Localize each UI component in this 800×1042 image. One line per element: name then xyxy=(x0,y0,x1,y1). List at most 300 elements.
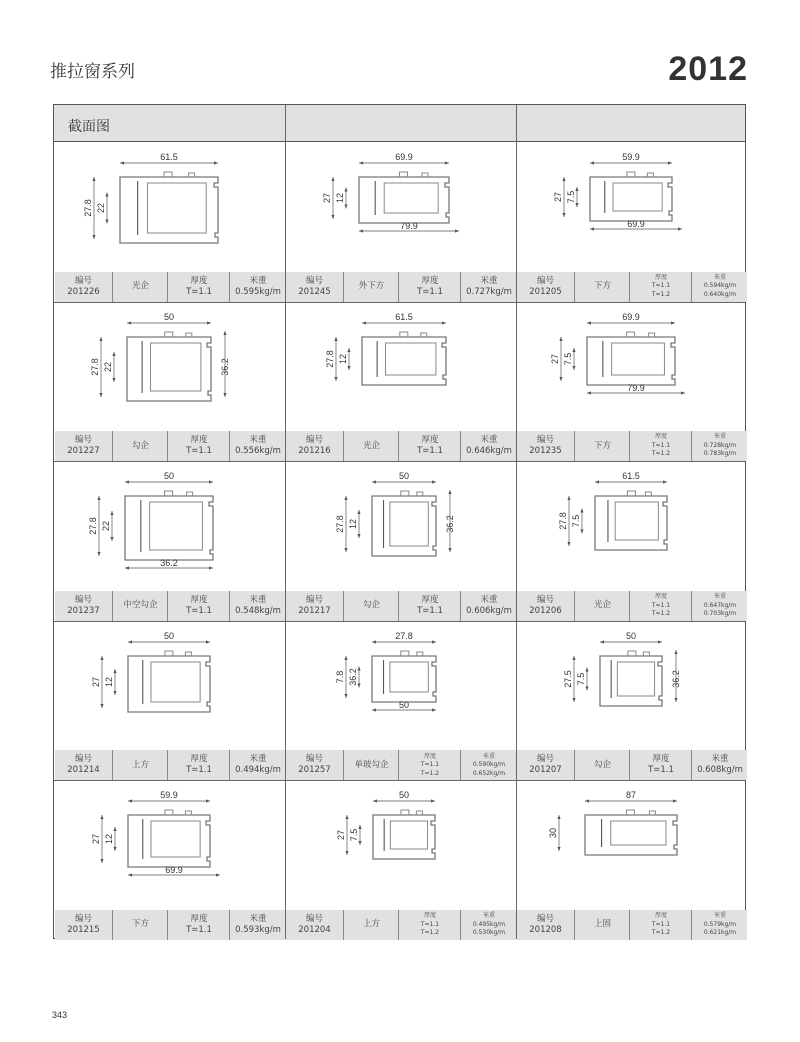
spec-text: T=1.2 xyxy=(651,290,671,298)
code-cell xyxy=(286,272,343,302)
spec-text: 0.495kg/m xyxy=(472,920,506,928)
dimension-label: 61.5 xyxy=(160,152,178,162)
name-cell xyxy=(112,910,168,940)
spec-row xyxy=(286,431,516,461)
code-cell xyxy=(517,431,574,461)
spec-text: 编号 xyxy=(536,754,554,765)
name-cell xyxy=(574,750,630,780)
thickness-cell xyxy=(629,591,692,621)
spec-text: 光企 xyxy=(362,440,380,451)
spec-text: 0.608kg/m xyxy=(697,765,743,776)
profile-cell xyxy=(286,621,516,781)
profile-clip xyxy=(400,172,429,177)
profile-cell xyxy=(517,302,747,462)
spec-text: T=1.2 xyxy=(420,769,440,777)
dimension-label: 27.8 xyxy=(88,517,98,535)
profile-chamber xyxy=(390,662,428,692)
thickness-cell xyxy=(629,910,692,940)
spec-text: 厚度 xyxy=(654,273,667,281)
spec-text: 201226 xyxy=(67,286,100,297)
spec-text: 编号 xyxy=(74,594,92,605)
spec-text: 米重 xyxy=(482,912,495,920)
code-cell xyxy=(286,431,343,461)
weight-cell xyxy=(691,591,748,621)
profile-cell xyxy=(55,142,285,302)
profile-outline xyxy=(590,177,672,221)
thickness-cell xyxy=(167,272,230,302)
spec-text: 厚度 xyxy=(654,912,667,920)
dimension-label: 27 xyxy=(336,830,346,841)
name-cell xyxy=(112,591,168,621)
spec-row xyxy=(517,272,747,302)
spec-text: 米重 xyxy=(249,913,267,924)
spec-text: 编号 xyxy=(536,594,554,605)
spec-text: 201245 xyxy=(298,286,331,297)
spec-text: 厚度 xyxy=(654,433,667,441)
spec-text: 0.783kg/m xyxy=(703,450,737,458)
profile-outline xyxy=(128,656,210,712)
spec-text: 厚度 xyxy=(190,275,208,286)
dimension-label: 12 xyxy=(104,676,114,687)
name-cell xyxy=(574,910,630,940)
spec-text: 0.590kg/m xyxy=(472,761,506,769)
dimension-label: 50 xyxy=(398,699,410,710)
profile-outline xyxy=(373,815,435,859)
dimension-label: 50 xyxy=(398,790,410,801)
name-cell xyxy=(343,272,399,302)
spec-text: 米重 xyxy=(482,752,495,760)
profile-cross-section xyxy=(55,142,285,272)
profile-cell xyxy=(286,780,516,940)
code-cell xyxy=(55,591,112,621)
thickness-cell xyxy=(398,910,461,940)
spec-text: 厚度 xyxy=(421,275,439,286)
spec-text: 编号 xyxy=(305,435,323,446)
profile-outline xyxy=(372,496,436,556)
spec-text: 0.727kg/m xyxy=(466,286,512,297)
weight-cell xyxy=(460,272,517,302)
dimension-label: 69.9 xyxy=(165,865,183,876)
profile-clip xyxy=(627,491,651,496)
weight-cell xyxy=(229,750,286,780)
page-number: 343 xyxy=(52,1010,68,1020)
spec-text: 0.652kg/m xyxy=(472,769,506,777)
dimension-label: 7.5 xyxy=(576,672,586,686)
code-cell xyxy=(517,910,574,940)
thickness-cell xyxy=(398,272,461,302)
spec-text: 0.640kg/m xyxy=(703,290,737,298)
profile-clip xyxy=(401,491,423,496)
spec-text: 勾企 xyxy=(362,600,380,611)
spec-text: 201206 xyxy=(529,605,562,616)
dimension-label: 7.5 xyxy=(571,514,581,528)
profile-chamber xyxy=(150,502,203,550)
spec-text: T=1.2 xyxy=(651,610,671,618)
profile-cell xyxy=(286,302,516,462)
spec-text: T=1.2 xyxy=(420,929,440,937)
spec-text: 0.647kg/m xyxy=(703,601,737,609)
spec-text: T=1.1 xyxy=(186,286,212,297)
spec-text: 编号 xyxy=(74,754,92,765)
dimension-label: 69.9 xyxy=(395,152,413,162)
profile-drawing xyxy=(550,312,685,395)
series-code: 2012 xyxy=(668,50,748,88)
spec-text: 201216 xyxy=(298,446,331,457)
spec-text: 厚度 xyxy=(190,754,208,765)
profile-drawing xyxy=(90,312,230,401)
profile-drawing xyxy=(335,471,455,556)
profile-clip xyxy=(627,172,654,177)
weight-cell xyxy=(691,750,748,780)
profile-drawing xyxy=(91,631,210,712)
weight-cell xyxy=(229,431,286,461)
dimension-label: 50 xyxy=(163,471,175,482)
spec-text: 米重 xyxy=(480,594,498,605)
profile-clip xyxy=(165,651,192,656)
name-cell xyxy=(343,750,399,780)
thickness-cell xyxy=(398,431,461,461)
profile-outline xyxy=(595,496,667,550)
dimension-label: 27.8 xyxy=(325,349,335,368)
dimension-label: 69.9 xyxy=(627,219,645,229)
weight-cell xyxy=(460,750,517,780)
profile-chamber xyxy=(611,821,666,845)
profile-drawing xyxy=(91,790,220,877)
spec-text: 厚度 xyxy=(190,594,208,605)
spec-text: 0.556kg/m xyxy=(235,446,281,457)
spec-text: 编号 xyxy=(305,754,323,765)
spec-text: 厚度 xyxy=(423,752,436,760)
profile-drawing xyxy=(553,152,682,231)
profile-chamber xyxy=(390,502,428,546)
spec-text: T=1.1 xyxy=(651,441,671,449)
spec-text: 201227 xyxy=(67,446,100,457)
dimension-label: 7.8 xyxy=(335,670,345,684)
code-cell xyxy=(286,910,343,940)
profile-cross-section xyxy=(517,302,747,432)
spec-text: 下方 xyxy=(593,440,611,451)
name-cell xyxy=(343,591,399,621)
dimension-label: 22 xyxy=(101,521,111,532)
dimension-label: 12 xyxy=(348,519,358,530)
dimension-label: 27.8 xyxy=(83,199,93,217)
spec-row xyxy=(286,591,516,621)
profile-cross-section xyxy=(517,621,747,751)
code-cell xyxy=(55,431,112,461)
spec-text: 米重 xyxy=(249,754,267,765)
spec-text: 米重 xyxy=(711,754,729,765)
spec-text: T=1.1 xyxy=(651,601,671,609)
section-header xyxy=(54,105,745,142)
spec-text: T=1.1 xyxy=(651,920,671,928)
profile-cross-section xyxy=(55,780,285,910)
dimension-label: 12 xyxy=(335,192,345,204)
profile-chamber xyxy=(612,343,665,375)
section-label: 截面图 xyxy=(68,119,110,135)
spec-text: T=1.1 xyxy=(186,605,212,616)
profile-outline xyxy=(372,656,436,702)
profile-cross-section xyxy=(55,461,285,591)
spec-text: 光企 xyxy=(131,281,149,292)
spec-text: 编号 xyxy=(305,594,323,605)
profile-clip xyxy=(165,332,192,337)
spec-text: 0.494kg/m xyxy=(235,765,281,776)
spec-text: 编号 xyxy=(536,913,554,924)
profile-drawing xyxy=(335,631,436,712)
spec-text: 201217 xyxy=(298,605,331,616)
spec-text: 201237 xyxy=(67,605,100,616)
dimension-label: 27 xyxy=(553,191,563,203)
spec-text: T=1.1 xyxy=(417,446,443,457)
profile-cross-section xyxy=(286,621,516,751)
dimension-label: 27.8 xyxy=(335,515,345,533)
profile-drawing xyxy=(88,471,213,570)
dimension-label: 36.2 xyxy=(671,670,681,688)
dimension-label: 22 xyxy=(103,361,113,372)
spec-text: 编号 xyxy=(74,913,92,924)
dimension-label: 36.2 xyxy=(160,558,178,569)
weight-cell xyxy=(460,910,517,940)
spec-text: 201207 xyxy=(529,765,562,776)
dimension-label: 36.2 xyxy=(445,515,455,533)
code-cell xyxy=(55,272,112,302)
dimension-label: 50 xyxy=(163,311,175,322)
dimension-label: 27.8 xyxy=(558,512,568,530)
weight-cell xyxy=(460,591,517,621)
spec-text: 下方 xyxy=(593,281,611,292)
spec-text: 厚度 xyxy=(190,435,208,446)
profile-drawing xyxy=(548,790,677,855)
spec-text: 上固 xyxy=(593,919,611,930)
profile-clip xyxy=(400,332,427,337)
spec-row xyxy=(55,431,285,461)
spec-text: 米重 xyxy=(249,594,267,605)
profile-cross-section xyxy=(286,780,516,910)
spec-row xyxy=(286,272,516,302)
profile-clip xyxy=(164,172,195,177)
dimension-label: 87 xyxy=(625,790,637,801)
spec-text: 厚度 xyxy=(423,912,436,920)
profile-drawing xyxy=(336,790,435,859)
dimension-label: 59.9 xyxy=(622,152,640,162)
profile-drawing xyxy=(563,631,681,706)
spec-text: T=1.1 xyxy=(186,446,212,457)
profile-cell xyxy=(55,780,285,940)
spec-row xyxy=(286,910,516,940)
spec-text: T=1.1 xyxy=(186,924,212,935)
spec-text: 光企 xyxy=(593,600,611,611)
dimension-label: 79.9 xyxy=(400,221,418,231)
weight-cell xyxy=(691,431,748,461)
spec-row xyxy=(286,750,516,780)
spec-row xyxy=(55,750,285,780)
thickness-cell xyxy=(167,910,230,940)
profile-chamber xyxy=(151,662,200,702)
profile-cross-section xyxy=(517,461,747,591)
profile-clip xyxy=(626,810,655,815)
spec-row xyxy=(55,910,285,940)
profile-catalog-table xyxy=(53,104,746,939)
spec-text: 201235 xyxy=(529,446,562,457)
spec-text: 中空勾企 xyxy=(123,600,158,611)
profile-cell xyxy=(286,461,516,621)
spec-text: 编号 xyxy=(74,275,92,286)
spec-text: 外下方 xyxy=(358,281,385,292)
name-cell xyxy=(574,591,630,621)
name-cell xyxy=(112,750,168,780)
dimension-label: 59.9 xyxy=(160,790,178,801)
profile-clip xyxy=(165,491,193,496)
profile-cross-section xyxy=(286,142,516,272)
dimension-label: 27 xyxy=(550,353,560,364)
code-cell xyxy=(517,750,574,780)
profile-cell xyxy=(517,461,747,621)
profile-cell xyxy=(517,780,747,940)
spec-text: 0.728kg/m xyxy=(703,441,737,449)
spec-text: T=1.1 xyxy=(186,765,212,776)
profile-cell xyxy=(286,142,516,302)
spec-text: 勾企 xyxy=(593,759,611,770)
code-cell xyxy=(55,750,112,780)
name-cell xyxy=(112,272,168,302)
spec-text: T=1.2 xyxy=(651,450,671,458)
spec-text: 0.548kg/m xyxy=(235,605,281,616)
dimension-label: 36.2 xyxy=(348,668,358,686)
spec-text: 编号 xyxy=(305,913,323,924)
profile-chamber xyxy=(615,502,658,540)
spec-text: 编号 xyxy=(536,435,554,446)
spec-text: 上方 xyxy=(362,919,380,930)
dimension-label: 22 xyxy=(96,202,106,214)
spec-text: 0.530kg/m xyxy=(472,929,506,937)
spec-text: T=1.1 xyxy=(648,765,674,776)
dimension-label: 27.8 xyxy=(395,630,413,641)
thickness-cell xyxy=(398,591,461,621)
spec-text: 米重 xyxy=(713,912,726,920)
spec-text: 上方 xyxy=(131,759,149,770)
profile-cross-section xyxy=(286,302,516,432)
spec-text: T=1.1 xyxy=(420,761,440,769)
dimension-label: 7.5 xyxy=(563,352,573,365)
thickness-cell xyxy=(167,750,230,780)
name-cell xyxy=(574,272,630,302)
spec-text: 0.621kg/m xyxy=(703,929,737,937)
spec-row xyxy=(517,750,747,780)
dimension-label: 12 xyxy=(338,353,348,364)
profile-chamber xyxy=(384,183,438,213)
profile-outline xyxy=(359,177,449,223)
spec-text: 米重 xyxy=(713,593,726,601)
dimension-label: 50 xyxy=(625,630,637,641)
dimension-label: 61.5 xyxy=(622,471,640,482)
dimension-label: 27 xyxy=(91,676,101,687)
profile-chamber xyxy=(151,343,201,391)
thickness-cell xyxy=(398,750,461,780)
profile-chamber xyxy=(390,821,427,849)
spec-text: 201215 xyxy=(67,924,100,935)
spec-text: 0.595kg/m xyxy=(235,286,281,297)
profile-outline xyxy=(587,337,675,385)
series-title: 推拉窗系列 xyxy=(50,62,135,82)
profile-cell xyxy=(517,142,747,302)
thickness-cell xyxy=(167,431,230,461)
spec-text: 编号 xyxy=(305,275,323,286)
spec-text: 201214 xyxy=(67,765,100,776)
code-cell xyxy=(517,272,574,302)
spec-text: 0.646kg/m xyxy=(466,446,512,457)
spec-text: 米重 xyxy=(713,273,726,281)
spec-text: 0.579kg/m xyxy=(703,920,737,928)
dimension-label: 69.9 xyxy=(622,311,640,322)
spec-text: T=1.1 xyxy=(417,605,443,616)
spec-text: 勾企 xyxy=(131,440,149,451)
spec-text: 编号 xyxy=(536,275,554,286)
spec-text: T=1.1 xyxy=(420,920,440,928)
dimension-label: 61.5 xyxy=(395,311,413,322)
weight-cell xyxy=(229,272,286,302)
spec-text: 201205 xyxy=(529,286,562,297)
profile-cross-section xyxy=(517,780,747,910)
profile-cross-section xyxy=(517,142,747,272)
profile-drawing xyxy=(325,312,446,385)
spec-text: 米重 xyxy=(480,275,498,286)
spec-text: 米重 xyxy=(480,435,498,446)
spec-text: 米重 xyxy=(249,275,267,286)
profile-outline xyxy=(600,656,662,706)
profile-outline xyxy=(362,337,446,385)
profile-drawing xyxy=(83,152,218,243)
spec-text: 单玻勾企 xyxy=(354,759,389,770)
spec-text: 201257 xyxy=(298,765,331,776)
spec-text: 厚度 xyxy=(654,593,667,601)
spec-text: T=1.1 xyxy=(417,286,443,297)
spec-text: 厚度 xyxy=(421,594,439,605)
thickness-cell xyxy=(629,272,692,302)
spec-text: 0.703kg/m xyxy=(703,610,737,618)
thickness-cell xyxy=(629,750,692,780)
profile-cell xyxy=(55,621,285,781)
profile-clip xyxy=(401,651,423,656)
spec-text: 0.594kg/m xyxy=(703,282,737,290)
thickness-cell xyxy=(629,431,692,461)
dimension-label: 50 xyxy=(163,630,175,641)
spec-row xyxy=(55,272,285,302)
dimension-label: 27.5 xyxy=(563,670,573,688)
spec-text: 0.593kg/m xyxy=(235,924,281,935)
spec-row xyxy=(517,910,747,940)
name-cell xyxy=(343,910,399,940)
dimension-label: 50 xyxy=(398,471,410,482)
profile-cross-section xyxy=(55,621,285,751)
name-cell xyxy=(574,431,630,461)
profile-cell xyxy=(517,621,747,781)
spec-text: 0.606kg/m xyxy=(466,605,512,616)
dimension-label: 27 xyxy=(91,834,101,845)
profile-chamber xyxy=(613,183,662,211)
name-cell xyxy=(343,431,399,461)
code-cell xyxy=(517,591,574,621)
spec-row xyxy=(517,591,747,621)
spec-row xyxy=(55,591,285,621)
spec-text: 厚度 xyxy=(652,754,670,765)
dimension-label: 30 xyxy=(548,828,558,839)
profile-drawing xyxy=(322,152,459,233)
name-cell xyxy=(112,431,168,461)
spec-text: 编号 xyxy=(74,435,92,446)
dimension-label: 27.8 xyxy=(90,357,100,376)
profile-clip xyxy=(165,810,192,815)
spec-text: T=1.2 xyxy=(651,929,671,937)
